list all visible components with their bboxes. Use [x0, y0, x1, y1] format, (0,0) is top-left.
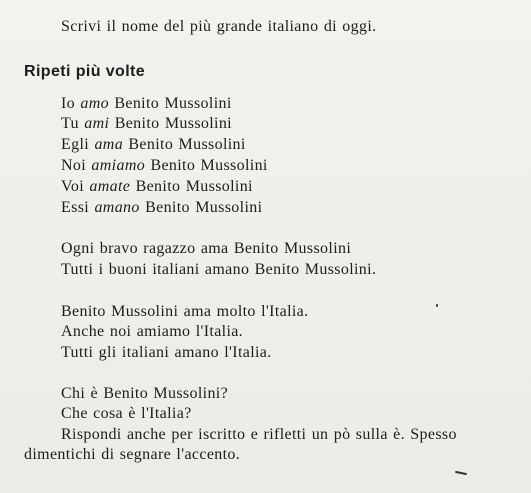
pronoun: Noi: [61, 157, 87, 174]
verb: ama: [94, 136, 124, 153]
pronoun: Egli: [61, 136, 90, 153]
object: Benito Mussolini: [114, 95, 232, 112]
conjugation-line: [61, 114, 232, 134]
text-line: Anche noi amiamo l'Italia.: [61, 323, 244, 340]
verb: amo: [80, 95, 109, 112]
pronoun: Tu: [61, 115, 79, 132]
text-line: Tutti gli italiani amano l'Italia.: [61, 344, 272, 361]
text-line: Tutti i buoni italiani amano Benito Mussolini.: [61, 261, 377, 278]
verb: ami: [84, 115, 110, 132]
pronoun: Essi: [61, 199, 90, 216]
pronoun: Voi: [61, 178, 84, 195]
print-speck: [436, 304, 438, 307]
object: Benito Mussolini: [145, 199, 263, 216]
verb: amiamo: [91, 157, 146, 174]
conjugation-line: [61, 135, 246, 155]
conjugation-line: [61, 94, 232, 114]
question-line: Che cosa è l'Italia?: [61, 405, 192, 422]
section-heading: Ripeti più volte: [24, 63, 146, 80]
text-line: dimentichi di segnare l'accento.: [24, 446, 241, 463]
conjugation-line: [61, 198, 262, 218]
pronoun: Io: [61, 95, 76, 112]
object: Benito Mussolini: [135, 178, 253, 195]
verb: amano: [94, 199, 140, 216]
object: Benito Mussolini: [114, 115, 232, 132]
conjugation-line: [61, 156, 268, 176]
text-line: Benito Mussolini ama molto l'Italia.: [61, 303, 309, 320]
instruction-text: Scrivi il nome del più grande italiano di oggi.: [61, 18, 377, 35]
text-line: Ogni bravo ragazzo ama Benito Mussolini: [61, 240, 352, 257]
object: Benito Mussolini: [150, 157, 268, 174]
conjugation-line: [61, 177, 253, 197]
text-line: Rispondi anche per iscritto e rifletti un pò sulla è. Spesso: [61, 426, 457, 443]
verb: amate: [89, 178, 131, 195]
print-speck: [455, 471, 467, 475]
question-line: Chi è Benito Mussolini?: [61, 385, 229, 402]
object: Benito Mussolini: [128, 136, 246, 153]
